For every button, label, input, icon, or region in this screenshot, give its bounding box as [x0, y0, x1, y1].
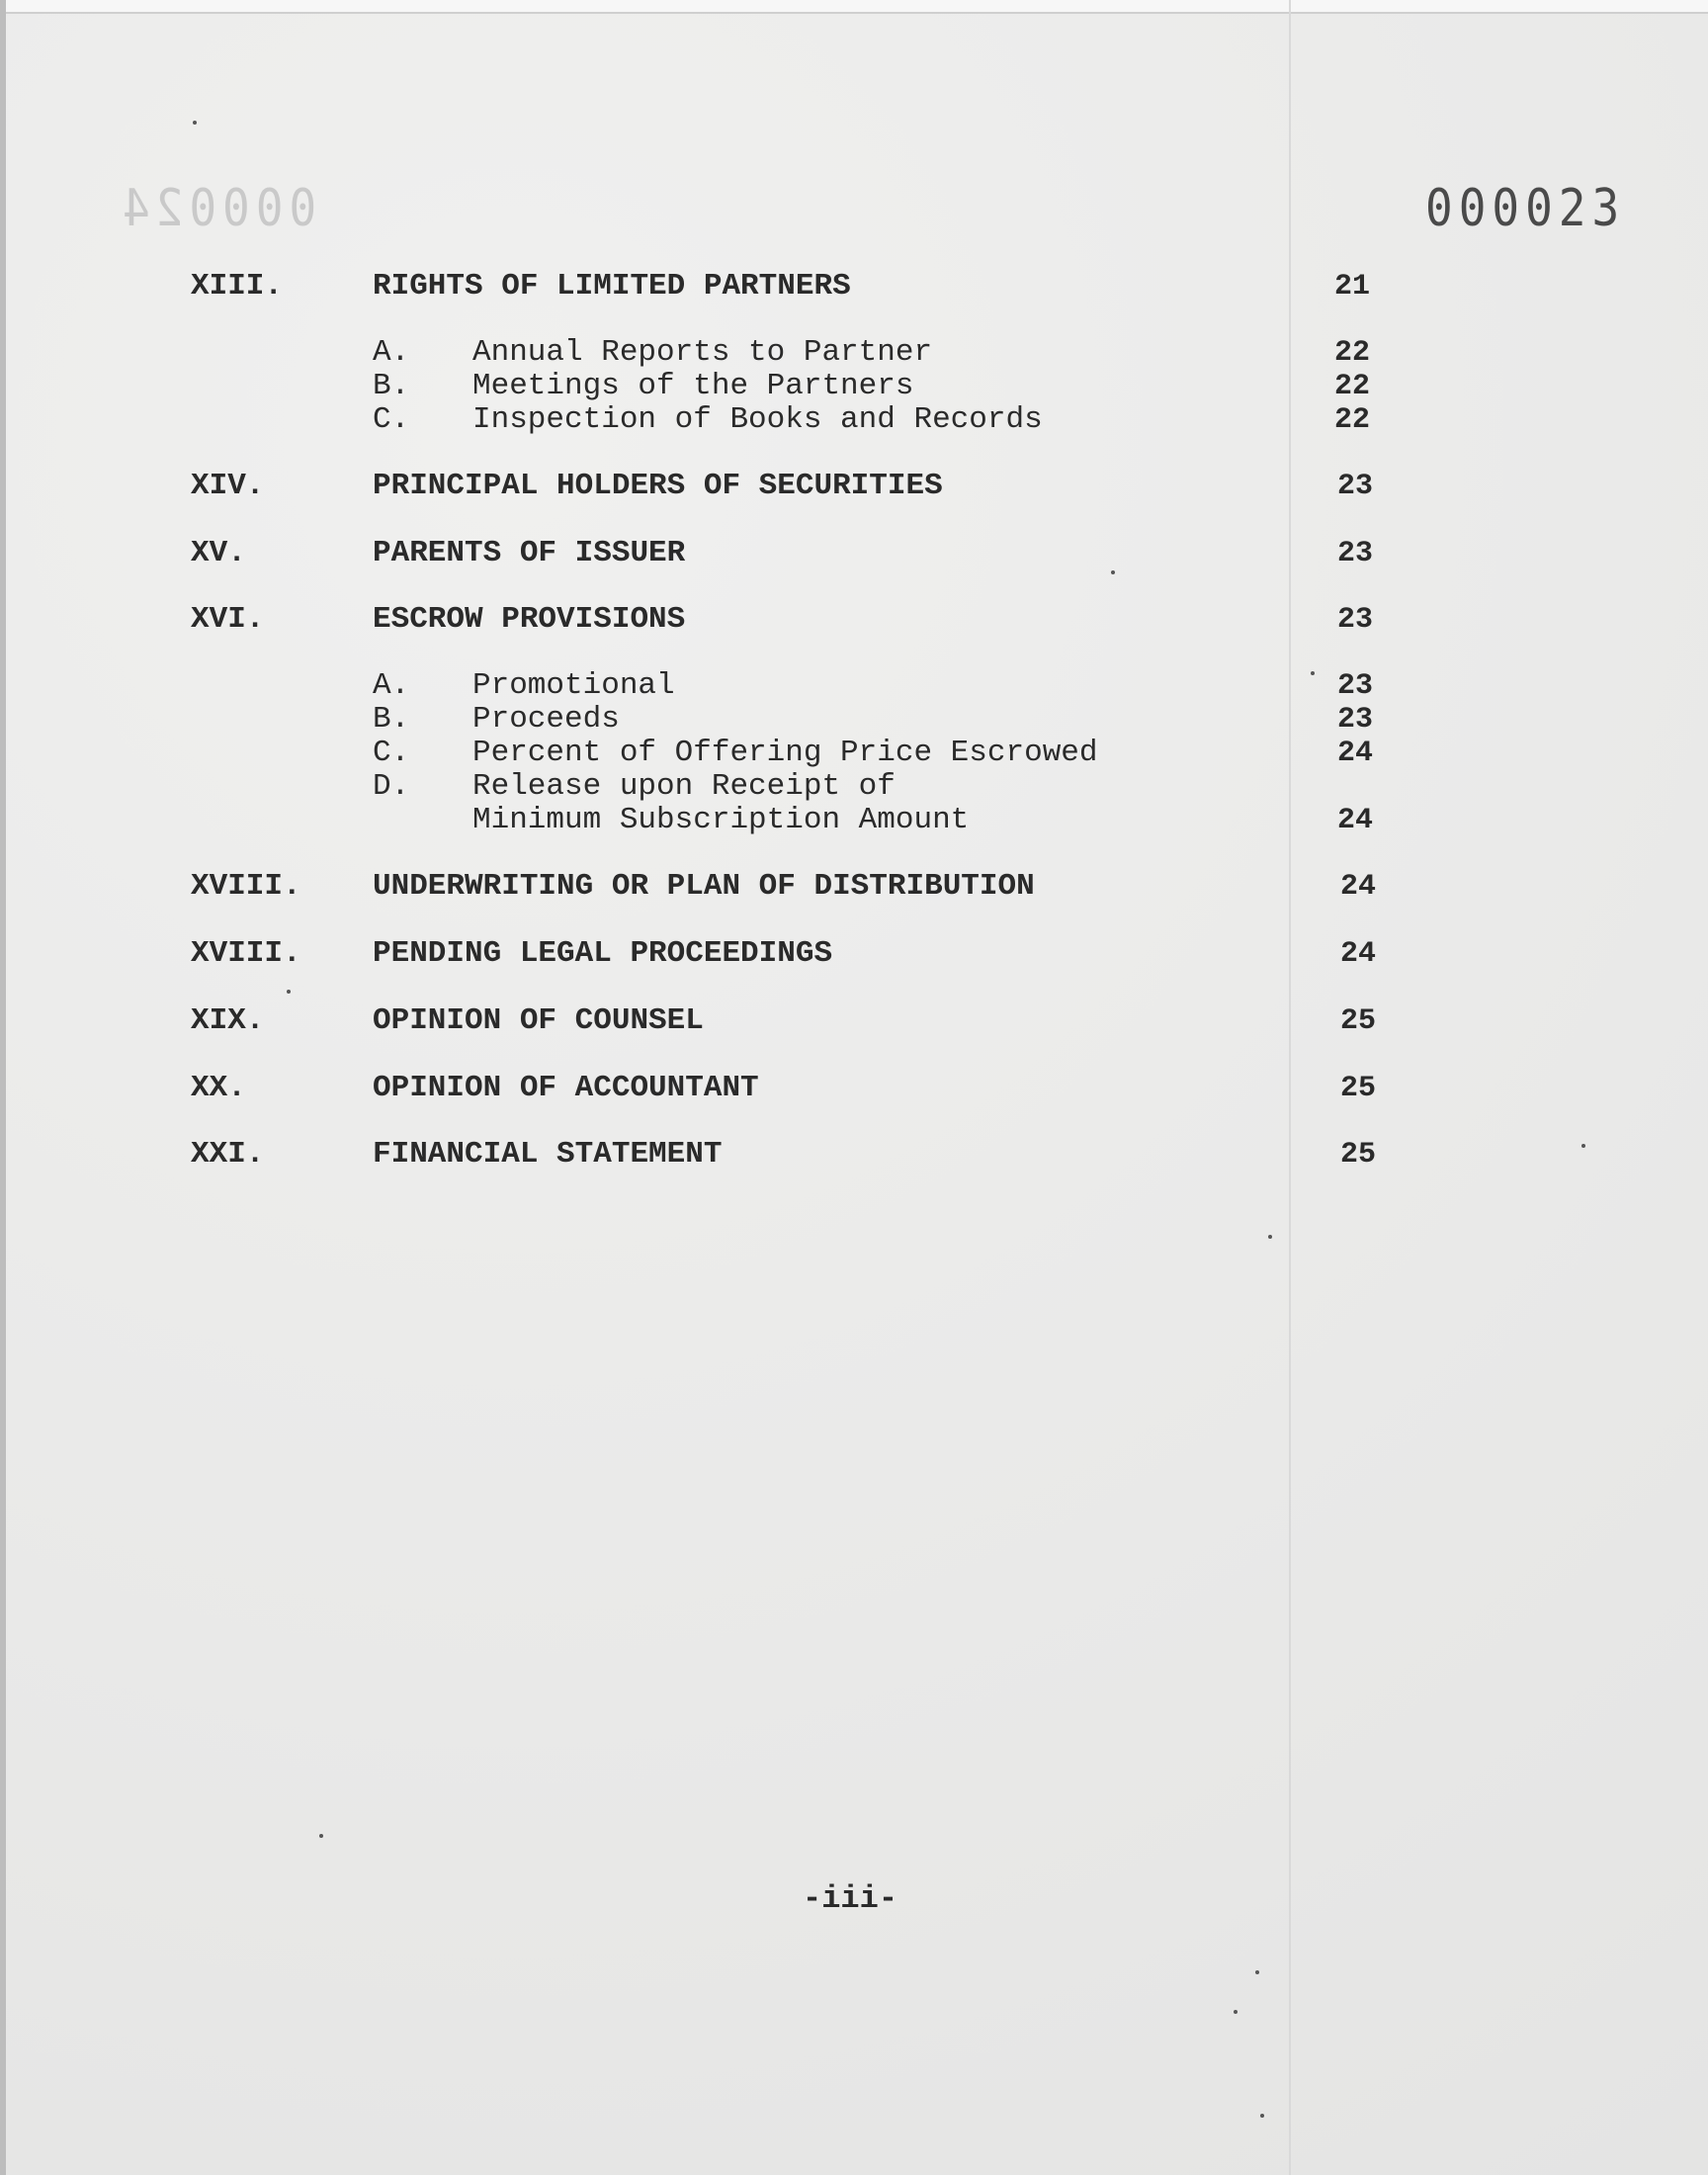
page-left-edge: [0, 0, 6, 2175]
scan-speck: [1268, 1235, 1272, 1239]
subsection-letter: A.: [373, 335, 410, 370]
scan-speck: [1234, 2010, 1238, 2014]
subsection-title: Promotional: [472, 668, 675, 703]
scan-speck: [287, 990, 291, 994]
subsection-title: Release upon Receipt of: [472, 769, 896, 804]
section-numeral: XV.: [191, 536, 246, 570]
section-page-ref: 25: [1340, 1004, 1377, 1038]
subsection-title: Percent of Offering Price Escrowed: [472, 736, 1098, 770]
subsection-letter: B.: [373, 369, 410, 403]
subsection-letter: A.: [373, 668, 410, 703]
section-title: RIGHTS OF LIMITED PARTNERS: [373, 269, 851, 304]
subsection-page-ref: 23: [1337, 703, 1374, 737]
section-page-ref: 23: [1337, 537, 1374, 570]
section-numeral: XVI.: [191, 602, 265, 637]
scan-speck: [1581, 1144, 1585, 1148]
subsection-page-ref: 23: [1337, 669, 1374, 703]
section-title: OPINION OF ACCOUNTANT: [373, 1071, 759, 1105]
bleed-through-stamp: 000024: [117, 178, 317, 238]
subsection-letter: C.: [373, 402, 410, 437]
section-numeral: XIV.: [191, 469, 265, 503]
subsection-page-ref: 24: [1337, 737, 1374, 770]
section-numeral: XX.: [191, 1071, 246, 1105]
subsection-page-ref: 22: [1334, 403, 1371, 437]
subsection-letter: C.: [373, 736, 410, 770]
section-title: UNDERWRITING OR PLAN OF DISTRIBUTION: [373, 869, 1035, 904]
subsection-title: Inspection of Books and Records: [472, 402, 1043, 437]
scan-speck: [1260, 2114, 1264, 2118]
section-title: PARENTS OF ISSUER: [373, 536, 686, 570]
subsection-page-ref: 24: [1337, 804, 1374, 837]
section-page-ref: 25: [1340, 1138, 1377, 1172]
page-top-edge: [0, 0, 1708, 14]
section-page-ref: 23: [1337, 470, 1374, 503]
section-numeral: XXI.: [191, 1137, 265, 1172]
section-page-ref: 23: [1337, 603, 1374, 637]
section-page-ref: 24: [1340, 937, 1377, 971]
section-page-ref: 25: [1340, 1072, 1377, 1105]
scan-speck: [1111, 570, 1115, 574]
section-numeral: XVIII.: [191, 869, 301, 904]
section-title: ESCROW PROVISIONS: [373, 602, 686, 637]
section-title: OPINION OF COUNSEL: [373, 1003, 704, 1038]
section-numeral: XVIII.: [191, 936, 301, 971]
subsection-title: Meetings of the Partners: [472, 369, 914, 403]
section-title: PENDING LEGAL PROCEEDINGS: [373, 936, 833, 971]
section-title: FINANCIAL STATEMENT: [373, 1137, 723, 1172]
subsection-title: Annual Reports to Partner: [472, 335, 933, 370]
subsection-page-ref: 22: [1334, 370, 1371, 403]
scan-speck: [193, 121, 197, 125]
section-page-ref: 24: [1340, 870, 1377, 904]
section-title: PRINCIPAL HOLDERS OF SECURITIES: [373, 469, 943, 503]
subsection-letter: D.: [373, 769, 410, 804]
subsection-letter: B.: [373, 702, 410, 737]
page-footer-number: -iii-: [803, 1880, 898, 1917]
page-number-stamp: 000023: [1425, 178, 1626, 238]
section-numeral: XIII.: [191, 269, 284, 304]
subsection-page-ref: 22: [1334, 336, 1371, 370]
subsection-title-continued: Minimum Subscription Amount: [472, 803, 970, 837]
page-fold-line: [1289, 0, 1291, 2175]
section-numeral: XIX.: [191, 1003, 265, 1038]
scan-speck: [1255, 1970, 1259, 1974]
subsection-title: Proceeds: [472, 702, 620, 737]
scan-speck: [319, 1834, 323, 1838]
section-page-ref: 21: [1334, 270, 1371, 304]
scan-speck: [1311, 671, 1315, 675]
